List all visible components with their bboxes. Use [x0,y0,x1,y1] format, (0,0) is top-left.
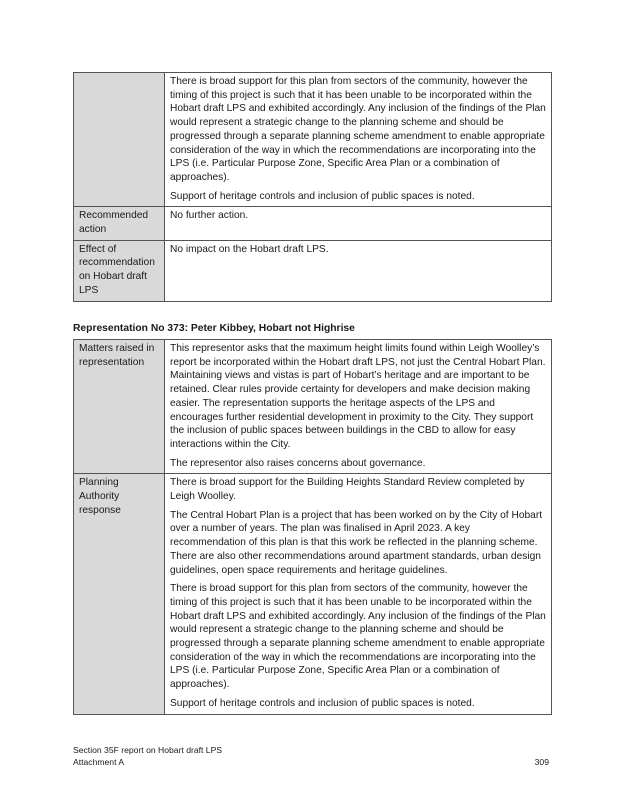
effect-value: No impact on the Hobart draft LPS. [165,240,552,301]
footer [73,745,222,768]
representation-heading: Representation No 373: Peter Kibbey, Hobart not Highrise [73,323,355,334]
paragraph: There is broad support for the Building Heights Standard Review completed by Leigh Woolley. [170,477,525,503]
effect-label: Effect of recommendation on Hobart draft LPS [74,240,165,301]
empty-label-cell [74,73,165,207]
representation-table [73,339,552,715]
paragraph: The Central Hobart Plan is a project that has been worked on by the City of Hobart over a number of years. The plan was finalised in April 2023. A key recommendation of this plan is that this work be reflected in the planning scheme. There are also other recommendations around apartment standards, urban design guidelines, open space requirements and heritage guidelines. [170,509,543,576]
table-row [74,474,552,714]
paragraph: This representor asks that the maximum height limits found within Leigh Woolley’s report be incorporated within the Hobart draft LPS, not just the Central Hobart Plan. Maintaining views and vistas is part of Hobart’s heritage and are important to be retained. Clear rules provide certainty for developers and make decision making easier. The representation supports the heritage aspects of the LPS and encourages further residential development in proximity to the City. They support the inclusion of public spaces between buildings in the CBD to allow for easy interactions within the City. [170,343,546,450]
footer-line-1: Section 35F report on Hobart draft LPS [73,745,223,755]
recommended-action-label: Recommended action [74,207,165,240]
paragraph: There is broad support for this plan from sectors of the community, however the timing of this project is such that it has been unable to be incorporated within the Hobart draft LPS and exhibited accordingly. Any inclusion of the findings of the Plan would represent a strategic change to the planning scheme and should be progressed through a separate planning scheme amendment to enable appropriate consideration of the way in which the recommendations are incorporating into the LPS (i.e. Particular Purpose Zone, Specific Area Plan or a combination of approaches). [170,583,546,691]
table-row [74,73,552,207]
response-cell [165,474,552,714]
recommended-action-value: No further action. [165,207,552,240]
table-row [74,240,552,301]
table-row [74,207,552,240]
paragraph: The representor also raises concerns about governance. [170,457,426,469]
table-row [74,340,552,474]
response-continuation-cell [165,73,552,207]
paragraph: There is broad support for this plan from sectors of the community, however the timing of this project is such that it has been unable to be incorporated within the Hobart draft LPS and exhibited accordingly. Any inclusion of the findings of the Plan would represent a strategic change to the planning scheme and should be progressed through a separate planning scheme amendment to enable appropriate consideration of the way in which the recommendations are incorporating into the LPS (i.e. Particular Purpose Zone, Specific Area Plan or a combination of approaches). [170,76,546,183]
paragraph: Support of heritage controls and inclusion of public spaces is noted. [170,697,475,709]
page-number: 309 [534,757,549,767]
matters-label: Matters raised in representation [74,340,165,474]
response-label: Planning Authority response [74,474,165,714]
paragraph: Support of heritage controls and inclusion of public spaces is noted. [170,190,475,202]
matters-cell [165,340,552,474]
footer-line-2: Attachment A [73,756,125,767]
continued-response-table [73,72,552,302]
